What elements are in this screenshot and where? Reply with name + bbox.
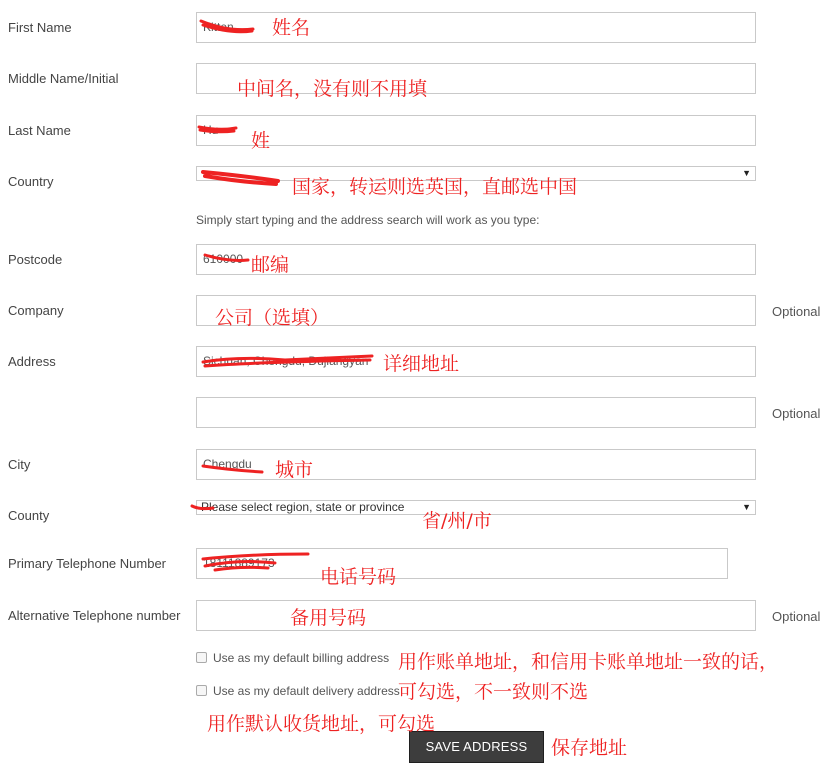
annotation-last-name: 姓 <box>251 130 271 152</box>
address-search-hint: Simply start typing and the address search will work as you type: <box>196 213 540 227</box>
annotation-county: 省/州/市 <box>422 510 492 532</box>
annotation-save: 保存地址 <box>551 737 628 759</box>
city-input[interactable]: Chengdu <box>196 449 756 480</box>
postcode-scribble <box>205 255 248 260</box>
annotation-middle-name: 中间名，没有则不用填 <box>237 78 428 100</box>
annotation-primary-phone: 电话号码 <box>320 566 397 588</box>
annotation-country: 国家，转运则选英国，直邮选中国 <box>292 176 578 198</box>
chevron-down-icon: ▼ <box>742 168 751 178</box>
alt-phone-label: Alternative Telephone number <box>8 608 181 623</box>
city-scribble <box>203 466 262 472</box>
annotation-billing-line2: 可勾选，不一致则不选 <box>398 681 589 703</box>
postcode-input[interactable]: 610000 <box>196 244 756 275</box>
chevron-down-icon: ▼ <box>742 502 751 512</box>
annotation-billing-line1: 用作账单地址，和信用卡账单地址一致的话， <box>398 651 779 673</box>
alt-phone-optional-tag: Optional <box>772 609 821 624</box>
primary-phone-label: Primary Telephone Number <box>8 556 166 571</box>
annotation-delivery: 用作默认收货地址，可勾选 <box>207 713 436 735</box>
county-scribble <box>192 506 213 509</box>
first-name-scribble <box>201 21 253 32</box>
middle-name-label: Middle Name/Initial <box>8 71 119 86</box>
annotation-postcode: 邮编 <box>251 254 290 276</box>
annotation-first-name: 姓名 <box>272 17 311 39</box>
default-billing-label: Use as my default billing address <box>213 651 390 665</box>
address-label: Address <box>8 354 56 369</box>
address-optional-tag: Optional <box>772 406 821 421</box>
last-name-label: Last Name <box>8 123 71 138</box>
address-line1-input[interactable]: Sichuan, Chengdu, Dujiangyan <box>196 346 756 377</box>
county-label: County <box>8 508 50 523</box>
primary-phone-input[interactable]: 18111889173 <box>196 548 728 579</box>
phone-scribble <box>203 554 308 570</box>
country-label: Country <box>8 174 54 189</box>
default-delivery-label: Use as my default delivery address <box>213 684 400 698</box>
last-name-input[interactable]: Hu <box>196 115 756 146</box>
last-name-scribble <box>199 127 236 132</box>
annotation-address: 详细地址 <box>383 353 460 375</box>
annotation-alt-phone: 备用号码 <box>290 607 367 629</box>
postcode-label: Postcode <box>8 252 63 267</box>
country-scribble <box>203 172 278 184</box>
save-address-button[interactable]: SAVE ADDRESS <box>409 731 544 763</box>
county-select-value: Please select region, state or province <box>201 500 405 514</box>
first-name-input[interactable]: Kitten <box>196 12 756 43</box>
company-label: Company <box>8 303 64 318</box>
company-optional-tag: Optional <box>772 304 821 319</box>
annotation-city: 城市 <box>275 459 314 481</box>
city-label: City <box>8 457 31 472</box>
address-scribble <box>203 356 372 366</box>
first-name-label: First Name <box>8 20 72 35</box>
annotation-company: 公司（选填） <box>215 307 330 329</box>
